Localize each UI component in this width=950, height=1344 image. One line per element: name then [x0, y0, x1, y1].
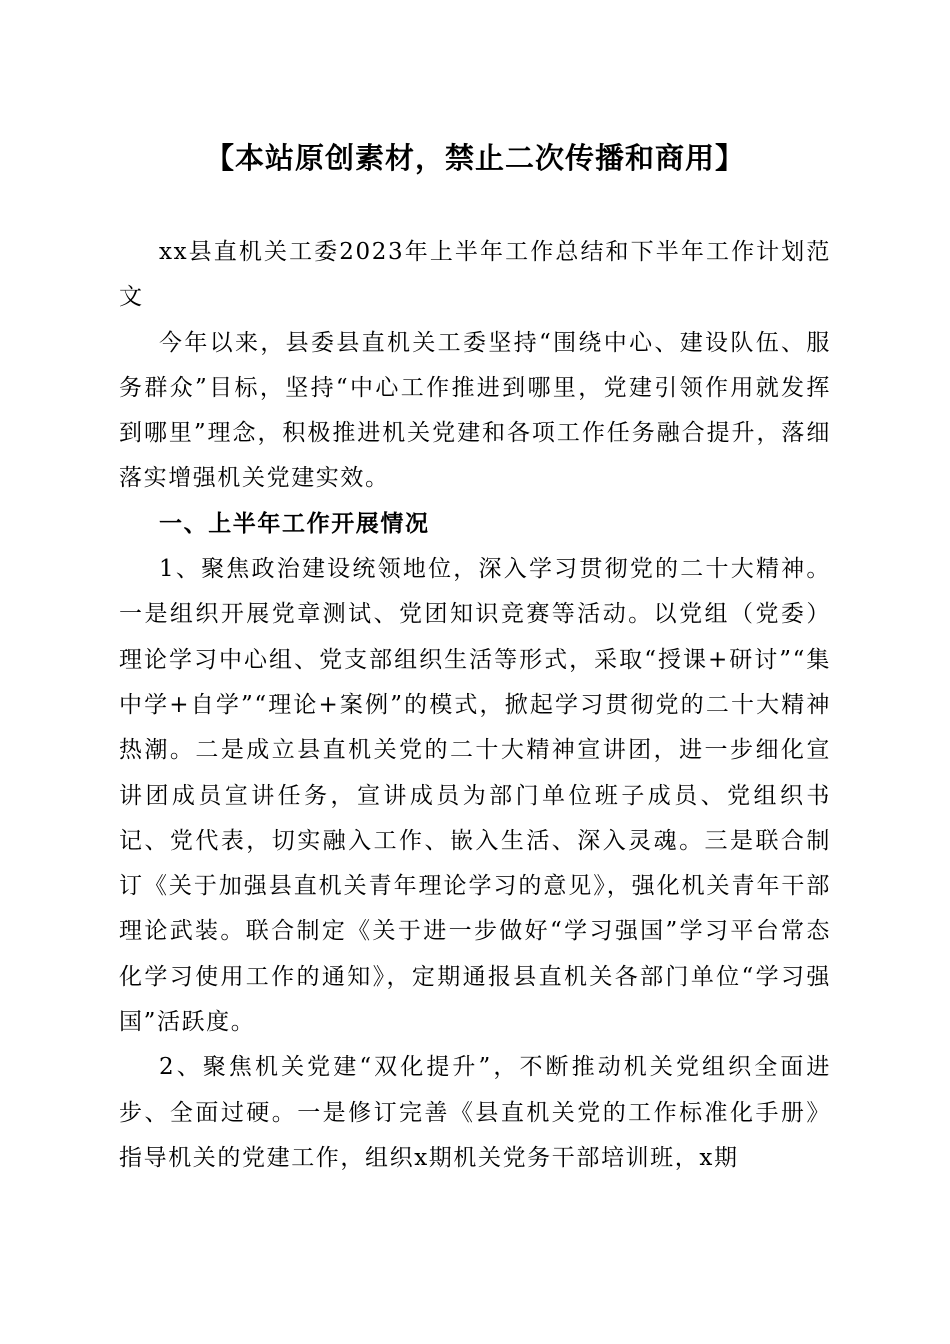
document-title: xx县直机关工委2023年上半年工作总结和下半年工作计划范文	[119, 239, 831, 311]
paragraph-party-building: 2、聚焦机关党建“双化提升”，不断推动机关党组织全面进步、全面过硬。一是修订完善《县直机关党的工作标准化手册》指导机关的党建工作，组织x期机关党务干部培训班，x期	[119, 1054, 831, 1171]
section-heading-first-half: 一、上半年工作开展情况	[159, 510, 430, 537]
paragraph-political-building: 1、聚焦政治建设统领地位，深入学习贯彻党的二十大精神。一是组织开展党章测试、党团知识竞赛等活动。以党组（党委）理论学习中心组、党支部组织生活等形式，采取“授课+研讨”“集中学+自学”“理论+案例”的模式，掀起学习贯彻党的二十大精神热潮。二是成立县直机关党的二十大精神宣讲团，进一步细化宣讲团成员宣讲任务，宣讲成员为部门单位班子成员、党组织书记、党代表，切实融入工作、嵌入生活、深入灵魂。三是联合制订《关于加强县直机关青年理论学习的意见》，强化机关青年干部理论武装。联合制定《关于进一步做好“学习强国”学习平台常态化学习使用工作的通知》，定期通报县直机关各部门单位“学习强国”活跃度。	[119, 556, 831, 1036]
intro-paragraph: 今年以来，县委县直机关工委坚持“围绕中心、建设队伍、服务群众”目标，坚持“中心工作推进到哪里，党建引领作用就发挥到哪里”理念，积极推进机关党建和各项工作任务融合提升，落细落实增强机关党建实效。	[119, 329, 831, 492]
document-body	[119, 230, 831, 1181]
copyright-banner: 【本站原创素材，禁止二次传播和商用】	[204, 141, 745, 175]
